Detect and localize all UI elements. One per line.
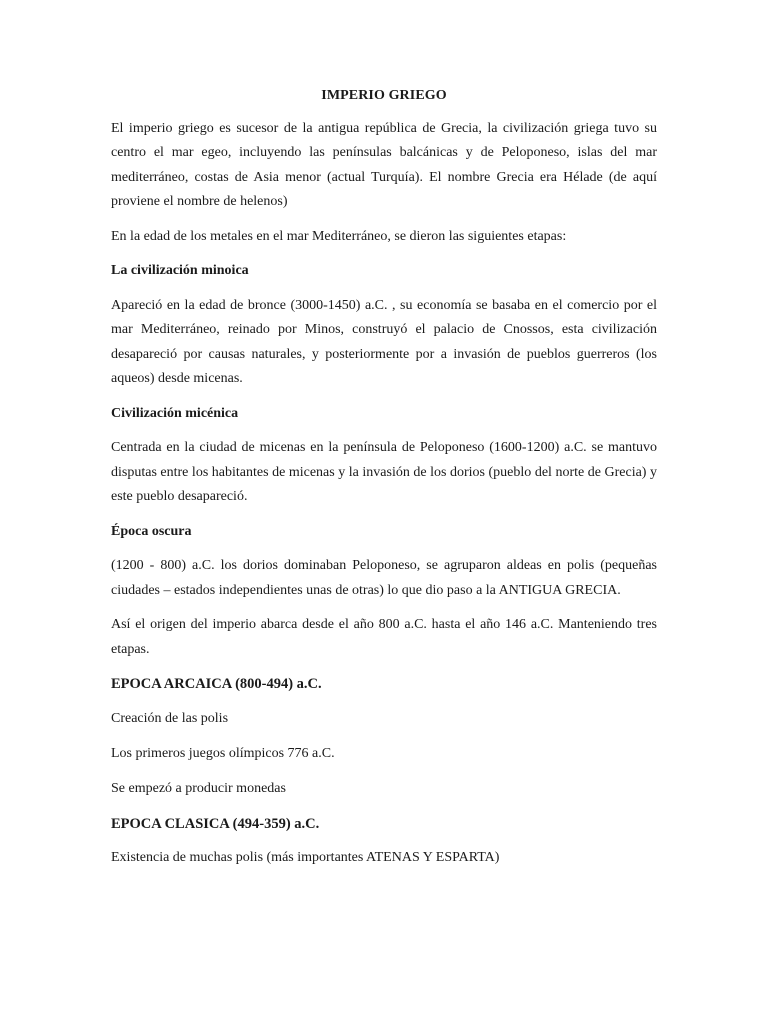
- micenica-heading: Civilización micénica: [111, 405, 239, 421]
- arcaica-item: Los primeros juegos olímpicos 776 a.C.: [111, 745, 335, 761]
- clasica-item: Existencia de muchas polis (más importantes ATENAS Y ESPARTA): [111, 850, 500, 865]
- minoica-paragraph: Apareció en la edad de bronce (3000-1450) a.C. , su economía se basaba en el comercio por el mar Mediterráneo, reinado por Minos, construyó el palacio de Cnossos, esta civilización desapareció por causas naturales, y posteriormente por a invasión de pueblos guerreros (los aqueos) desde micenas.: [111, 297, 657, 386]
- origen-paragraph: Así el origen del imperio abarca desde el año 800 a.C. hasta el año 146 a.C. Manteniendo tres etapas.: [111, 617, 657, 657]
- arcaica-item: Creación de las polis: [111, 710, 229, 726]
- clasica-heading: EPOCA CLASICA (494-359) a.C.: [111, 815, 320, 832]
- intro-paragraph: El imperio griego es sucesor de la antigua república de Grecia, la civilización griega tuvo su centro el mar egeo, incluyendo las penínsulas balcánicas y de Peloponeso, islas del mar mediterráneo, costas de Asia menor (actual Turquía). El nombre Grecia era Hélade (de aquí proviene el nombre de helenos): [111, 120, 657, 209]
- oscura-heading: Época oscura: [111, 523, 192, 539]
- stages-intro-paragraph: En la edad de los metales en el mar Mediterráneo, se dieron las siguientes etapas:: [111, 228, 567, 244]
- document-body: [111, 84, 657, 881]
- arcaica-heading: EPOCA ARCAICA (800-494) a.C.: [111, 676, 322, 692]
- document-title: IMPERIO GRIEGO: [321, 88, 447, 103]
- minoica-heading: La civilización minoica: [111, 263, 249, 278]
- micenica-paragraph: Centrada en la ciudad de micenas en la península de Peloponeso (1600-1200) a.C. se mantuvo disputas entre los habitantes de micenas y la invasión de los dorios (pueblo del norte de Grecia) y este pueblo desapareció.: [111, 440, 657, 504]
- oscura-paragraph: (1200 - 800) a.C. los dorios dominaban Peloponeso, se agruparon aldeas en polis (pequeñas ciudades – estados independientes unas de otras) lo que dio paso a la ANTIGUA GRECIA.: [111, 558, 657, 598]
- arcaica-item: Se empezó a producir monedas: [111, 780, 286, 796]
